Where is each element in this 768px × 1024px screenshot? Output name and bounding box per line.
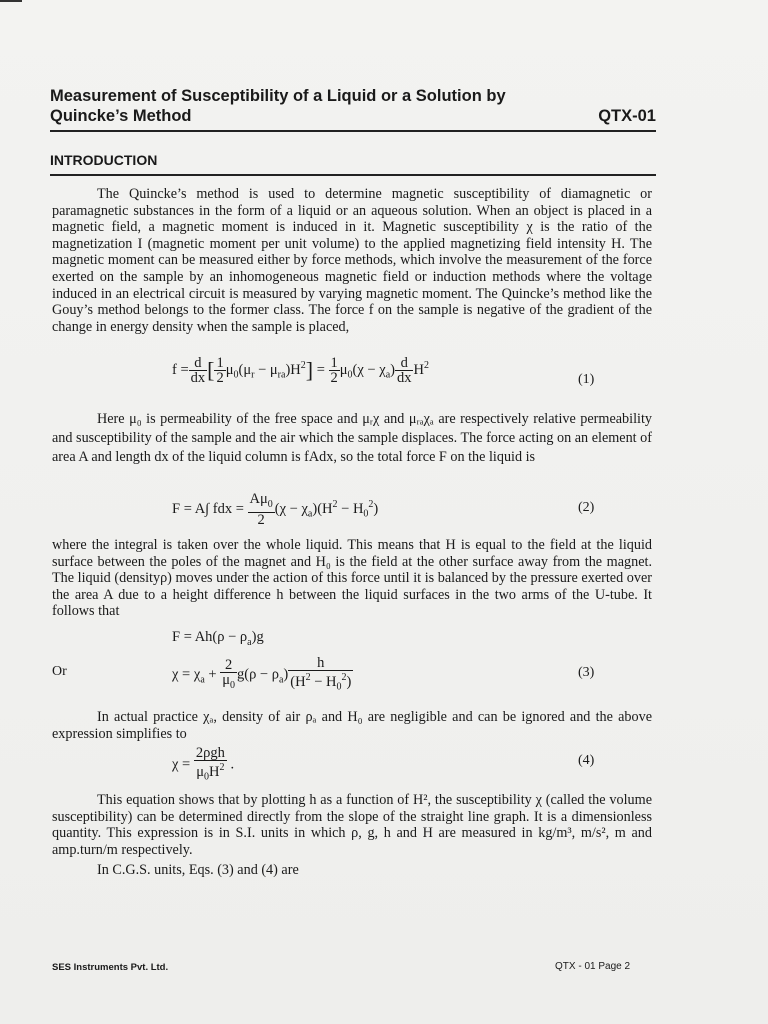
title-line-2: Quincke’s Method [50,107,192,125]
equation-2: F = A∫ fdx = $\frac{A\mu_0}{2}$ $(\chi - \chi_a)(H^2 - H_0^2)$ [172,491,379,528]
equation-1: f = $\frac{d}{dx}$ [ $\frac{1}{2}$ $\mu_0(\mu_r - \mu_{ra})H^2$] = $\frac{1}{2}$ $\mu_0(\chi - \chi_a)$ $\frac{d}{dx}$ $H^2$ [172,355,429,386]
paragraph-practice: In actual practice χₐ, density of air ρₐ and H₀ are negligible and can be ignored and the above expression simplifies to [52,709,652,742]
equation-4: χ = $\frac{\text{2ρgh}}{\mu_0H^2}$ . [172,745,235,783]
title-line-1: Measurement of Susceptibility of a Liquid or a Solution by [50,87,506,105]
paragraph-plotting: This equation shows that by plotting h as a function of H², the susceptibility χ (called the volume susceptibility) can be determined directly from the slope of the straight line graph. It is a dimensionless quantity. This expression is in S.I. units in which ρ, g, h and H are measured in kg/m³, m/s², m and amp.turn/m respectively. [52,792,652,858]
equation-1-number: (1) [578,372,595,387]
or-label: Or [52,664,67,679]
equation-3-number: (3) [578,665,595,680]
paragraph-permeability: Here μ₀ is permeability of the free space and μᵣχ and μᵣₐχₐ are respectively relative permeability and susceptibility of the sample and the air which the sample displaces. The force acting on an element of area A and length dx of the liquid column is fAdx, so the total force F on the liquid is [52,411,652,465]
title-divider [50,130,656,132]
paragraph-cgs: In C.G.S. units, Eqs. (3) and (4) are [97,862,299,878]
document-code: QTX-01 [598,107,656,125]
paragraph-integral: where the integral is taken over the whole liquid. This means that H is equal to the field at the liquid surface between the poles of the magnet and H₀ is the field at the other surface away from the magnet. The liquid (densityρ) moves under the action of this force until it is balanced by the pressure exerted over the area A due to a height difference h between the liquid surfaces in the two arms of the U-tube. It follows that [52,537,652,620]
footer-page-number: QTX - 01 Page 2 [555,961,631,972]
equation-2-number: (2) [578,500,595,515]
scan-mark [0,0,22,2]
equation-force-balance: $F = Ah(\rho - \rho_a)g$ [172,629,264,648]
paragraph-intro: The Quincke’s method is used to determine magnetic susceptibility of diamagnetic or paramagnetic substances in the form of a liquid or an aqueous solution. When an object is placed in a magnetic field, a magnetic moment is induced in it. Magnetic susceptibility χ is the ratio of the magnetization I (magnetic moment per unit volume) to the applied magnetizing field intensity H. The magnetic moment can be measured either by force methods, which involve the measurement of the force exerted on the sample by an inhomogeneous magnetic field or induction methods where the voltage induced in an electrical circuit is measured by varying magnetic moment. The Quincke’s method like the Gouy’s method belongs to the former class. The force f on the sample is negative of the gradient of the change in energy density when the sample is placed, [52,186,652,335]
section-divider [50,174,656,176]
section-heading: INTRODUCTION [50,152,158,168]
equation-4-number: (4) [578,753,595,768]
document-title [50,86,656,126]
title-line-2-row [50,106,656,126]
footer-company: SES Instruments Pvt. Ltd. [52,962,169,973]
equation-3: $\chi = \chi_a$ + $\frac{2}{\mu_0}$ $g(\rho - \rho_a)$ $\frac{h}{(H^2 - H_0^2)}$ [172,655,352,693]
